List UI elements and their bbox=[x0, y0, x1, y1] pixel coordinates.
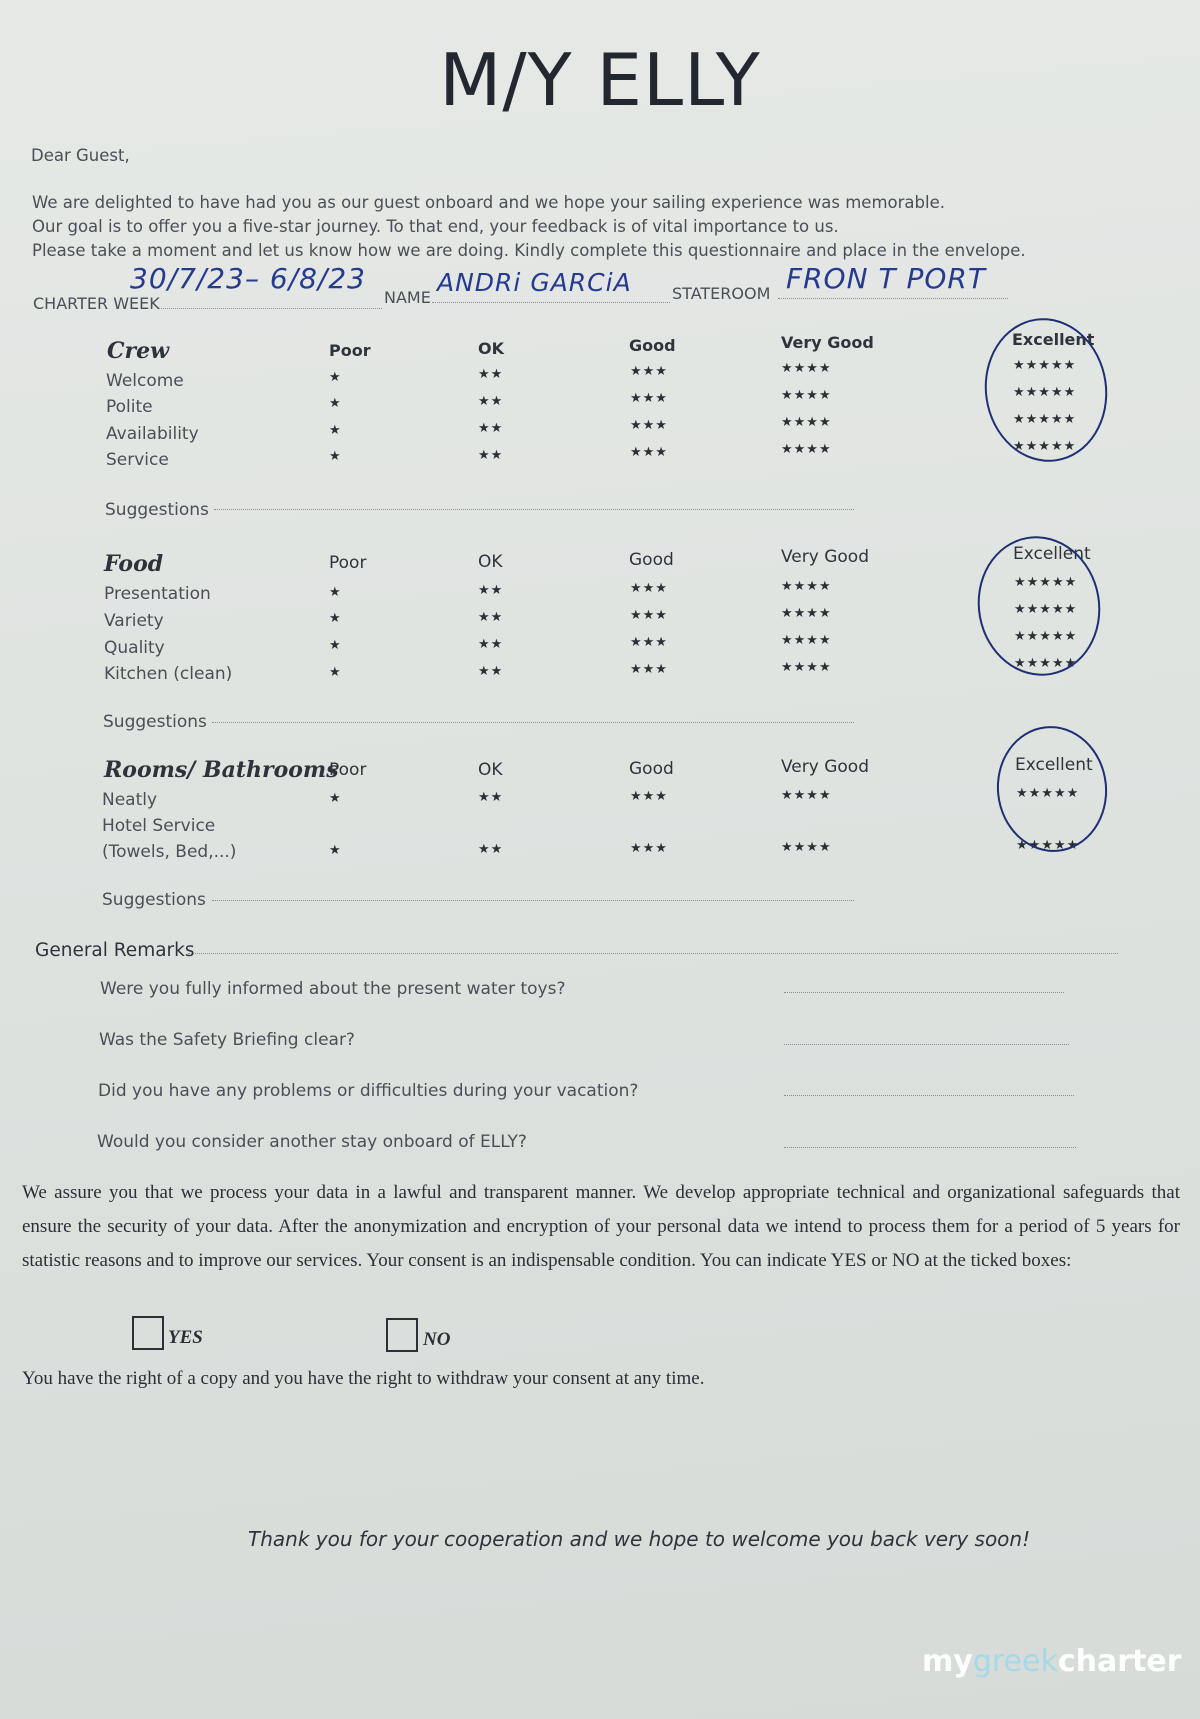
rating-excellent[interactable]: ★★★★★ bbox=[1013, 439, 1077, 454]
suggestions-line[interactable] bbox=[212, 721, 854, 723]
rating-ok[interactable]: ★★ bbox=[478, 448, 504, 463]
section-title-rooms: Rooms/ Bathrooms bbox=[104, 757, 339, 783]
rating-very-good[interactable]: ★★★★ bbox=[781, 442, 832, 457]
rating-excellent[interactable]: ★★★★★ bbox=[1016, 786, 1080, 801]
rating-good[interactable]: ★★★ bbox=[630, 391, 668, 406]
rating-very-good[interactable]: ★★★★ bbox=[781, 579, 832, 594]
col-very-good: Very Good bbox=[781, 547, 869, 567]
rating-very-good[interactable]: ★★★★ bbox=[781, 388, 832, 403]
col-good: Good bbox=[629, 759, 674, 779]
watermark-logo: mygreekcharter bbox=[922, 1644, 1182, 1679]
stateroom-label: STATEROOM bbox=[672, 284, 771, 303]
rating-poor[interactable]: ★ bbox=[329, 370, 342, 385]
consent-yes-label: YES bbox=[168, 1327, 203, 1348]
rating-good[interactable]: ★★★ bbox=[630, 608, 668, 623]
rating-excellent[interactable]: ★★★★★ bbox=[1014, 656, 1078, 671]
rating-poor[interactable]: ★ bbox=[329, 585, 342, 600]
col-poor: Poor bbox=[329, 553, 367, 573]
page-title: M/Y ELLY bbox=[439, 38, 761, 122]
row-label: Availability bbox=[106, 424, 199, 444]
answer-line[interactable] bbox=[784, 1043, 1069, 1045]
thank-you-note: Thank you for your cooperation and we hope to welcome you back very soon! bbox=[248, 1527, 1031, 1551]
consent-no-checkbox[interactable] bbox=[386, 1318, 418, 1352]
intro-line-3: Please take a moment and let us know how we are doing. Kindly complete this questionnaire and place in the envelope. bbox=[32, 241, 1026, 260]
data-consent-paragraph: We assure you that we process your data in a lawful and transparent manner. We develop appropriate technical and organizational safeguards that ensure the security of your data. After the anonymization and encryption of your personal data we intend to process them for a period of 5 years for statistic reasons and to improve our services. Your consent is an indispensable condition. You can indicate YES or NO at the ticked boxes: bbox=[22, 1182, 1180, 1271]
rating-very-good[interactable]: ★★★★ bbox=[781, 788, 832, 803]
rating-excellent[interactable]: ★★★★★ bbox=[1014, 629, 1078, 644]
row-label: Polite bbox=[106, 397, 153, 417]
row-label: Neatly bbox=[102, 790, 158, 810]
section-title-food: Food bbox=[104, 551, 164, 577]
rating-very-good[interactable]: ★★★★ bbox=[781, 361, 832, 376]
general-remarks-line[interactable] bbox=[188, 952, 1118, 954]
row-label: Service bbox=[106, 450, 169, 470]
answer-line[interactable] bbox=[784, 991, 1064, 993]
row-label: Variety bbox=[104, 611, 164, 631]
suggestions-label: Suggestions bbox=[105, 500, 209, 520]
col-poor: Poor bbox=[329, 760, 367, 780]
greeting: Dear Guest, bbox=[31, 146, 130, 165]
rating-excellent[interactable]: ★★★★★ bbox=[1014, 575, 1078, 590]
col-ok: OK bbox=[478, 339, 504, 358]
stateroom-line bbox=[778, 297, 1008, 299]
rating-ok[interactable]: ★★ bbox=[478, 790, 504, 805]
row-label: Presentation bbox=[104, 584, 211, 604]
col-excellent: Excellent bbox=[1012, 330, 1095, 349]
row-label: Quality bbox=[104, 638, 165, 658]
rating-poor[interactable]: ★ bbox=[329, 611, 342, 626]
col-very-good: Very Good bbox=[781, 333, 874, 352]
rating-ok[interactable]: ★★ bbox=[478, 842, 504, 857]
rating-good[interactable]: ★★★ bbox=[630, 841, 668, 856]
general-remarks-label: General Remarks bbox=[35, 940, 195, 961]
suggestions-label: Suggestions bbox=[103, 712, 207, 732]
rating-ok[interactable]: ★★ bbox=[478, 664, 504, 679]
charter-week-value[interactable]: 30/7/23– 6/8/23 bbox=[130, 262, 366, 295]
col-very-good: Very Good bbox=[781, 757, 869, 777]
rating-good[interactable]: ★★★ bbox=[630, 635, 668, 650]
rating-very-good[interactable]: ★★★★ bbox=[781, 660, 832, 675]
rating-excellent[interactable]: ★★★★★ bbox=[1016, 838, 1080, 853]
rating-ok[interactable]: ★★ bbox=[478, 394, 504, 409]
col-good: Good bbox=[629, 336, 676, 355]
rating-excellent[interactable]: ★★★★★ bbox=[1014, 602, 1078, 617]
row-label: (Towels, Bed,...) bbox=[102, 842, 237, 862]
name-label: NAME bbox=[384, 288, 431, 307]
rating-ok[interactable]: ★★ bbox=[478, 583, 504, 598]
answer-line[interactable] bbox=[784, 1094, 1074, 1096]
charter-week-label: CHARTER WEEK bbox=[33, 294, 160, 313]
name-line bbox=[432, 301, 670, 303]
rating-poor[interactable]: ★ bbox=[329, 638, 342, 653]
col-ok: OK bbox=[478, 552, 503, 572]
row-label: Welcome bbox=[106, 371, 184, 391]
col-poor: Poor bbox=[329, 341, 371, 360]
stateroom-value[interactable]: FRON T PORT bbox=[786, 262, 986, 295]
rating-poor[interactable]: ★ bbox=[329, 449, 342, 464]
suggestions-label: Suggestions bbox=[102, 890, 206, 910]
suggestions-line[interactable] bbox=[214, 508, 854, 510]
name-value[interactable]: ANDRi GARCiA bbox=[437, 268, 632, 297]
question-water-toys: Were you fully informed about the present water toys? bbox=[100, 979, 566, 999]
rating-good[interactable]: ★★★ bbox=[630, 581, 668, 596]
consent-no-label: NO bbox=[423, 1329, 451, 1350]
rating-very-good[interactable]: ★★★★ bbox=[781, 606, 832, 621]
rating-poor[interactable]: ★ bbox=[329, 791, 342, 806]
question-safety-briefing: Was the Safety Briefing clear? bbox=[99, 1030, 355, 1050]
row-label: Hotel Service bbox=[102, 816, 216, 836]
rating-very-good[interactable]: ★★★★ bbox=[781, 415, 832, 430]
question-problems: Did you have any problems or difficulties during your vacation? bbox=[98, 1081, 639, 1101]
answer-line[interactable] bbox=[784, 1146, 1076, 1148]
col-excellent: Excellent bbox=[1015, 755, 1093, 775]
rating-poor[interactable]: ★ bbox=[329, 396, 342, 411]
col-excellent: Excellent bbox=[1013, 544, 1091, 564]
suggestions-line[interactable] bbox=[212, 899, 854, 901]
consent-yes-checkbox[interactable] bbox=[132, 1316, 164, 1350]
intro-line-2: Our goal is to offer you a five-star journey. To that end, your feedback is of vital importance to us. bbox=[32, 217, 839, 236]
rating-excellent[interactable]: ★★★★★ bbox=[1013, 358, 1077, 373]
rating-good[interactable]: ★★★ bbox=[630, 662, 668, 677]
col-good: Good bbox=[629, 550, 674, 570]
question-another-stay: Would you consider another stay onboard of ELLY? bbox=[97, 1132, 527, 1152]
col-ok: OK bbox=[478, 760, 503, 780]
rating-ok[interactable]: ★★ bbox=[478, 610, 504, 625]
rating-good[interactable]: ★★★ bbox=[630, 364, 668, 379]
intro-line-1: We are delighted to have had you as our guest onboard and we hope your sailing experience was memorable. bbox=[32, 193, 945, 212]
rating-poor[interactable]: ★ bbox=[329, 843, 342, 858]
rating-ok[interactable]: ★★ bbox=[478, 367, 504, 382]
section-title-crew: Crew bbox=[107, 338, 170, 364]
rights-text: You have the right of a copy and you have the right to withdraw your consent at any time. bbox=[22, 1368, 705, 1389]
rating-excellent[interactable]: ★★★★★ bbox=[1013, 385, 1077, 400]
rating-ok[interactable]: ★★ bbox=[478, 637, 504, 652]
rating-poor[interactable]: ★ bbox=[329, 423, 342, 438]
rating-very-good[interactable]: ★★★★ bbox=[781, 840, 832, 855]
row-label: Kitchen (clean) bbox=[104, 664, 233, 684]
rating-very-good[interactable]: ★★★★ bbox=[781, 633, 832, 648]
rating-ok[interactable]: ★★ bbox=[478, 421, 504, 436]
rating-excellent[interactable]: ★★★★★ bbox=[1013, 412, 1077, 427]
rating-poor[interactable]: ★ bbox=[329, 665, 342, 680]
excellent-circle-mark bbox=[991, 721, 1114, 858]
rating-good[interactable]: ★★★ bbox=[630, 445, 668, 460]
charter-week-line bbox=[157, 307, 382, 309]
excellent-circle-mark bbox=[976, 310, 1117, 470]
rating-good[interactable]: ★★★ bbox=[630, 789, 668, 804]
rating-good[interactable]: ★★★ bbox=[630, 418, 668, 433]
